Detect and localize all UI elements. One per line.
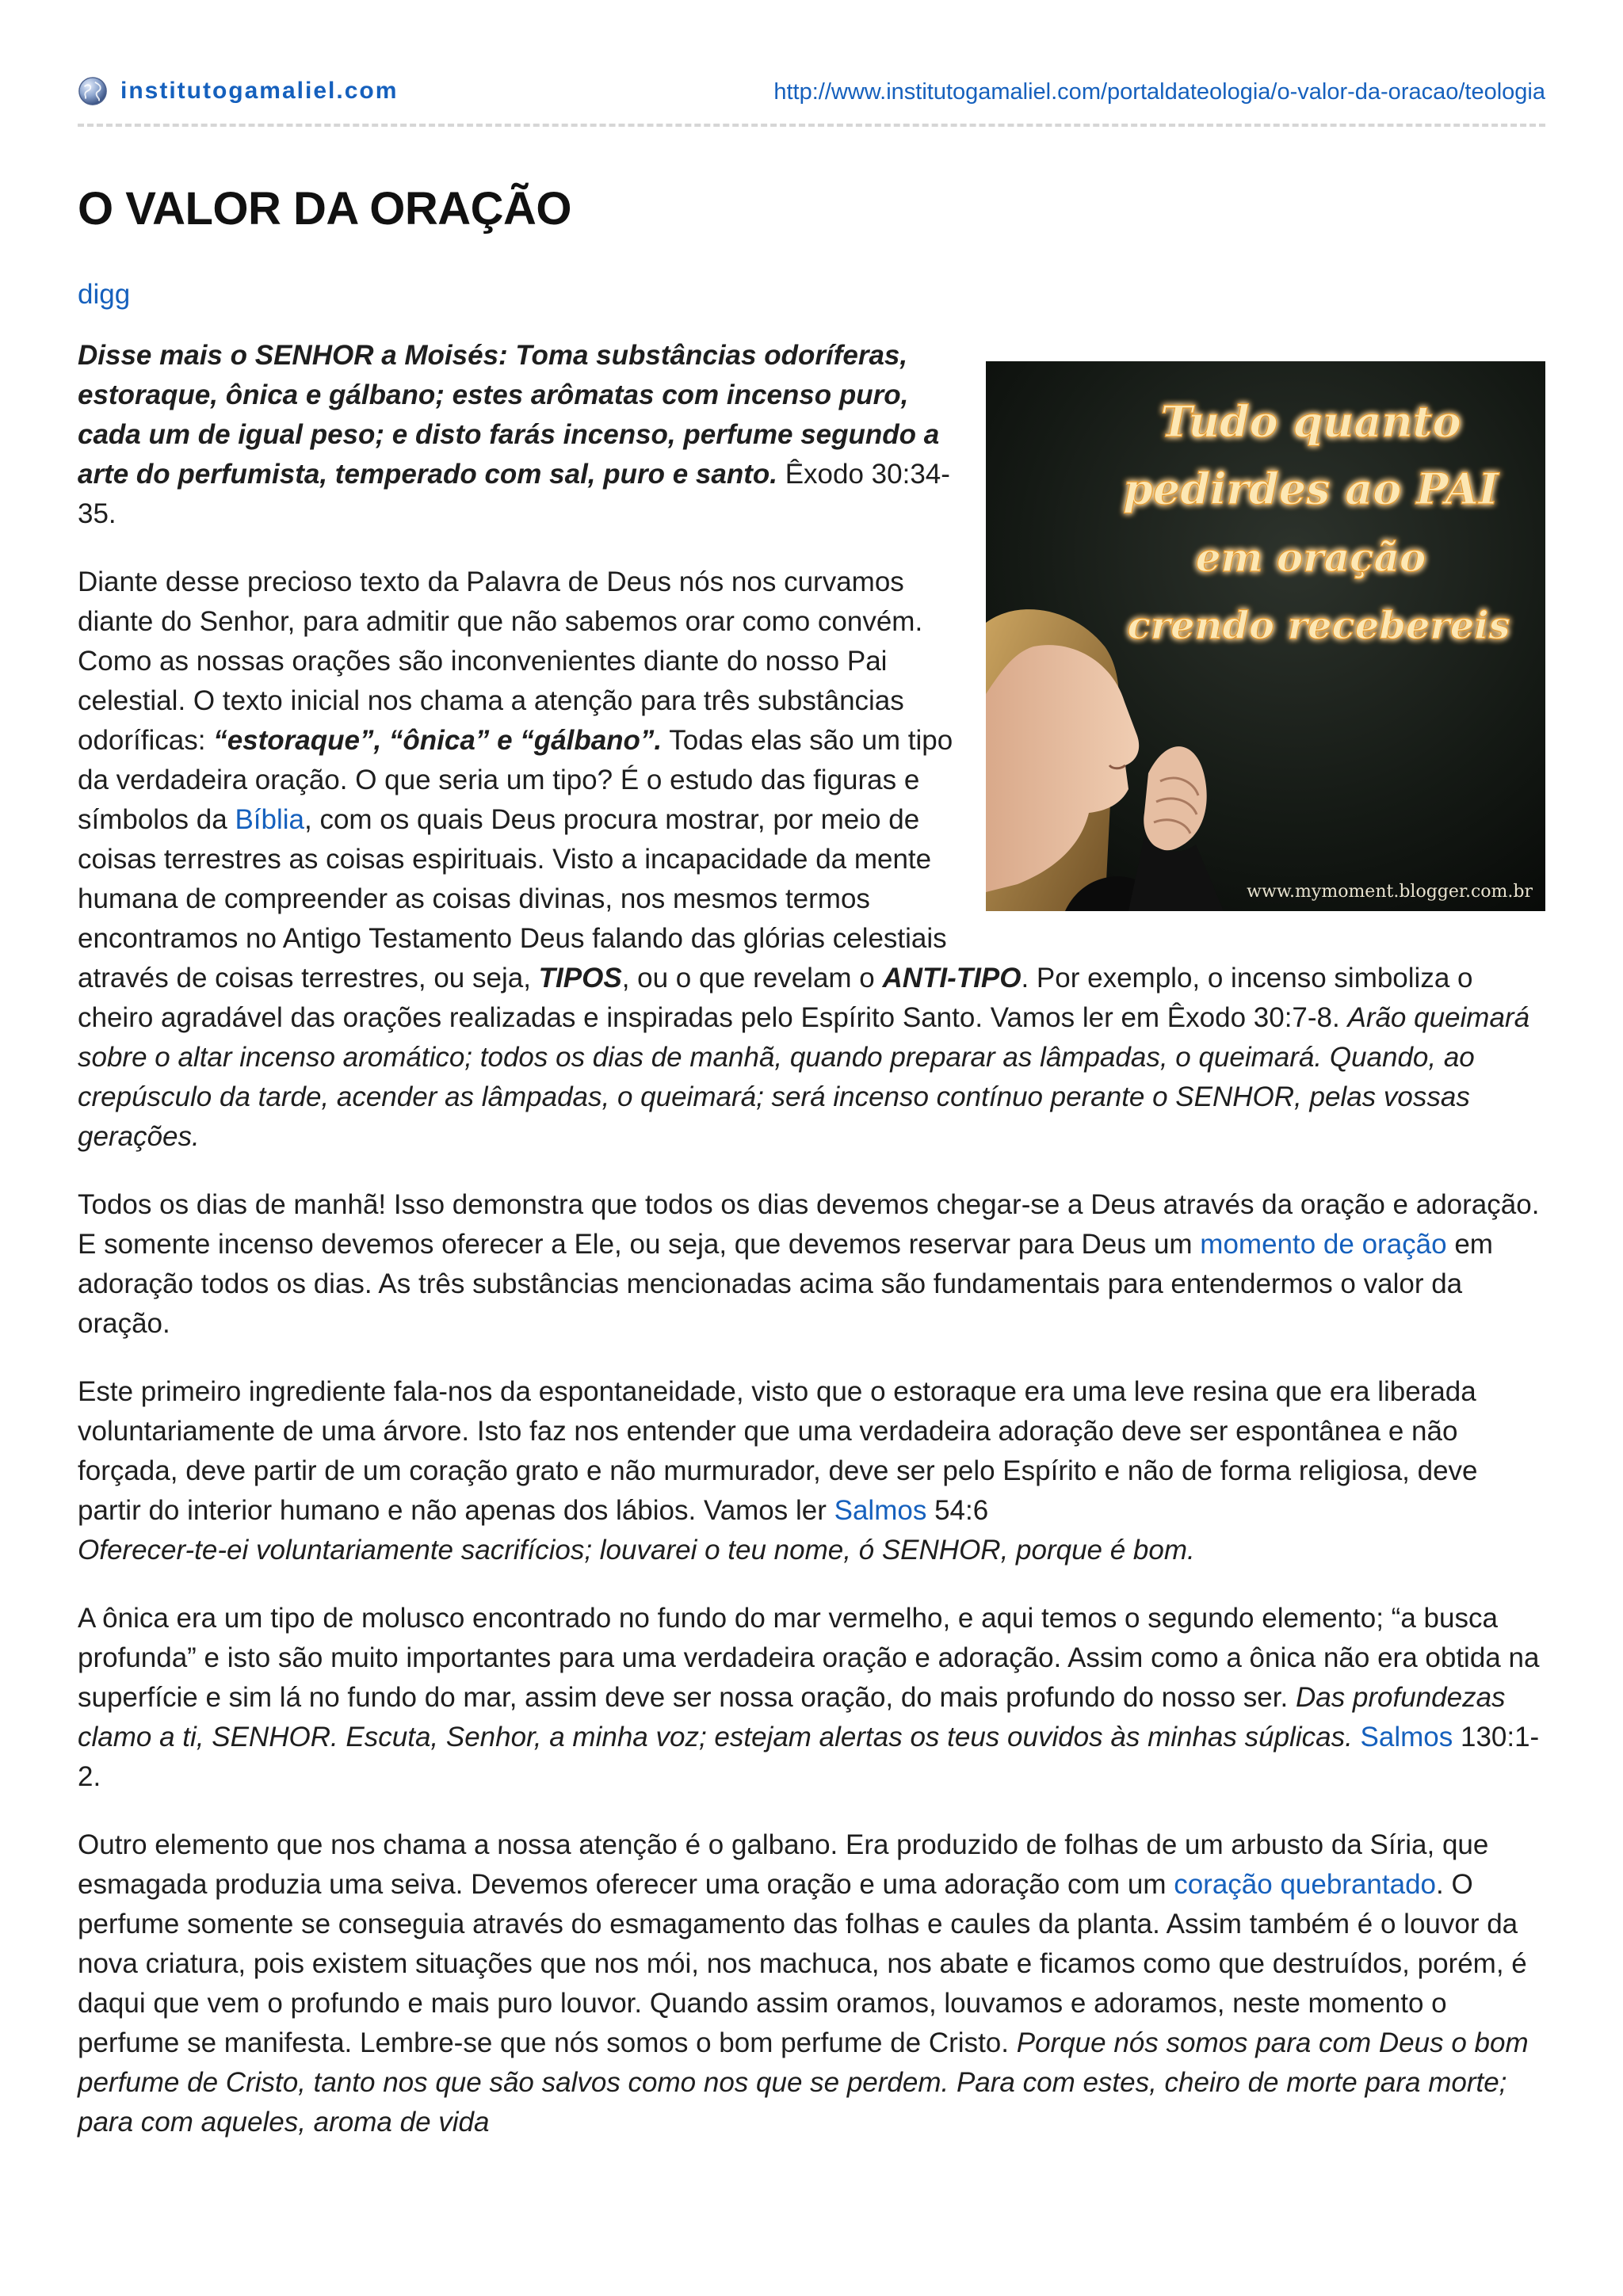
- anti-tipo-emphasis: ANTI-TIPO: [882, 962, 1022, 994]
- prayer-image: [986, 361, 1545, 911]
- paragraph-5: [78, 1599, 1545, 1797]
- text-run: . Por exemplo, o incenso simboliza o cheiro agradável das orações realizadas e inspiradas pelo Espírito Santo. Vamos ler em Êxodo 30:7-8.: [78, 962, 1473, 1033]
- image-line-1: Tudo quanto: [1160, 395, 1461, 447]
- text-run: 130:1-2.: [78, 1721, 1540, 1792]
- salmos-link[interactable]: Salmos: [834, 1494, 927, 1526]
- paragraph-4: [78, 1372, 1545, 1570]
- text-run: Diante desse precioso texto da Palavra de Deus nós nos curvamos diante do Senhor, para admitir que não sabemos orar como convém. Como as nossas orações são inconvenientes diante do nosso Pai celestial. O texto inicial nos chama a atenção para três substâncias odoríficas:: [78, 566, 923, 756]
- corintios-quote: Porque nós somos para com Deus o bom perfume de Cristo, tanto nos que são salvos como nos que se perdem. Para com estes, cheiro de morte para morte; para com aqueles, aroma de vida: [78, 2027, 1529, 2138]
- article-body: [78, 336, 1545, 2142]
- page-url-link[interactable]: http://www.institutogamaliel.com/portaldateologia/o-valor-da-oracao/teologia: [773, 79, 1545, 105]
- text-run: Este primeiro ingrediente fala-nos da espontaneidade, visto que o estoraque era uma leve resina que era liberada voluntariamente de uma árvore. Isto faz nos entender que uma verdadeira adoração deve ser espontânea e não forçada, deve partir de um coração grato e não murmurador, deve ser pelo Espírito e não de forma religiosa, deve partir do interior humano e não apenas dos lábios. Vamos ler: [78, 1375, 1478, 1526]
- salmos-54-quote: Oferecer-te-ei voluntariamente sacrifícios; louvarei o teu nome, ó SENHOR, porque é bom.: [78, 1534, 1195, 1566]
- text-run: , ou o que revelam o: [621, 962, 883, 994]
- article-image: [986, 361, 1545, 911]
- image-line-2: pedirdes ao PAI: [1123, 463, 1499, 514]
- article-title: O VALOR DA ORAÇÃO: [78, 183, 572, 235]
- text-run: Outro elemento que nos chama a nossa atenção é o galbano. Era produzido de folhas de um arbusto da Síria, que esmagada produzia uma seiva. Devemos oferecer uma oração e uma adoração com um: [78, 1829, 1489, 1900]
- image-line-4: crendo recebereis: [1127, 603, 1510, 648]
- image-credit: www.mymoment.blogger.com.br: [1247, 881, 1533, 902]
- text-run: [1353, 1722, 1361, 1753]
- substances-emphasis: “estoraque”, “ônica” e “gálbano”.: [213, 724, 663, 756]
- paragraph-6: [78, 1825, 1545, 2142]
- text-run: Todas elas são um tipo da verdadeira oração. O que seria um tipo? É o estudo das figuras e símbolos da: [78, 724, 953, 835]
- globe-icon: [78, 76, 108, 106]
- biblia-link[interactable]: Bíblia: [235, 803, 304, 835]
- tipos-emphasis: TIPOS: [538, 962, 622, 994]
- text-run: A ônica era um tipo de molusco encontrado no fundo do mar vermelho, e aqui temos o segundo elemento; “a busca profunda” e isto são muito importantes para uma verdadeira oração e adoração. Assim como a ônica não era obtida na superfície e sim lá no fundo do mar, assim deve ser nossa oração, do mais profundo do nosso ser.: [78, 1602, 1540, 1713]
- image-line-3: em oração: [1195, 533, 1426, 581]
- momento-de-oracao-link[interactable]: momento de oração: [1200, 1228, 1447, 1260]
- paragraph-3: [78, 1185, 1545, 1344]
- site-name[interactable]: institutogamaliel.com: [120, 78, 399, 104]
- opening-quote-ref: Êxodo 30:34-35.: [78, 458, 950, 529]
- exodo-quote: Arão queimará sobre o altar incenso aromático; todos os dias de manhã, quando preparar as lâmpadas, o queimará. Quando, ao crepúsculo da tarde, acender as lâmpadas, o queimará; será incenso contínuo perante o SENHOR, pelas vossas gerações.: [78, 1001, 1530, 1152]
- header-divider: [78, 124, 1545, 127]
- site-brand[interactable]: [78, 76, 398, 106]
- text-run: em adoração todos os dias. As três substâncias mencionadas acima são fundamentais para entendermos o valor da oração.: [78, 1228, 1493, 1339]
- page-header: [78, 0, 1545, 128]
- text-run: Todos os dias de manhã! Isso demonstra que todos os dias devemos chegar-se a Deus através da oração e adoração. E somente incenso devemos oferecer a Ele, ou seja, que devemos reservar para Deus um: [78, 1188, 1540, 1260]
- coracao-quebrantado-link[interactable]: coração quebrantado: [1174, 1868, 1437, 1900]
- salmos-130-quote: Das profundezas clamo a ti, SENHOR. Escuta, Senhor, a minha voz; estejam alertas os teus ouvidos às minhas súplicas.: [78, 1681, 1506, 1753]
- text-run: 54:6: [926, 1494, 989, 1526]
- text-run: . O perfume somente se conseguia através do esmagamento das folhas e caules da planta. Assim também é o louvor da nova criatura, pois existem situações que nos mói, nos machuca, nos abate e ficamos como que destruídos, porém, é daqui que vem o profundo e mais puro louvor. Quando assim oramos, louvamos e adoramos, neste momento o perfume se manifesta. Lembre-se que nós somos o bom perfume de Cristo.: [78, 1868, 1527, 2058]
- digg-link[interactable]: digg: [78, 278, 131, 310]
- text-run: , com os quais Deus procura mostrar, por meio de coisas terrestres as coisas espirituais. Visto a incapacidade da mente humana de compreender as coisas divinas, nos mesmos termos encontramos no Antigo Testamento Deus falando das glórias celestiais através de coisas terrestres, ou seja,: [78, 803, 947, 994]
- salmos-link[interactable]: Salmos: [1360, 1721, 1453, 1753]
- opening-quote: Disse mais o SENHOR a Moisés: Toma substâncias odoríferas, estoraque, ônica e gálbano; estes arômatas com incenso puro, cada um de igual peso; e disto farás incenso, perfume segundo a arte do perfumista, temperado com sal, puro e santo.: [78, 339, 940, 490]
